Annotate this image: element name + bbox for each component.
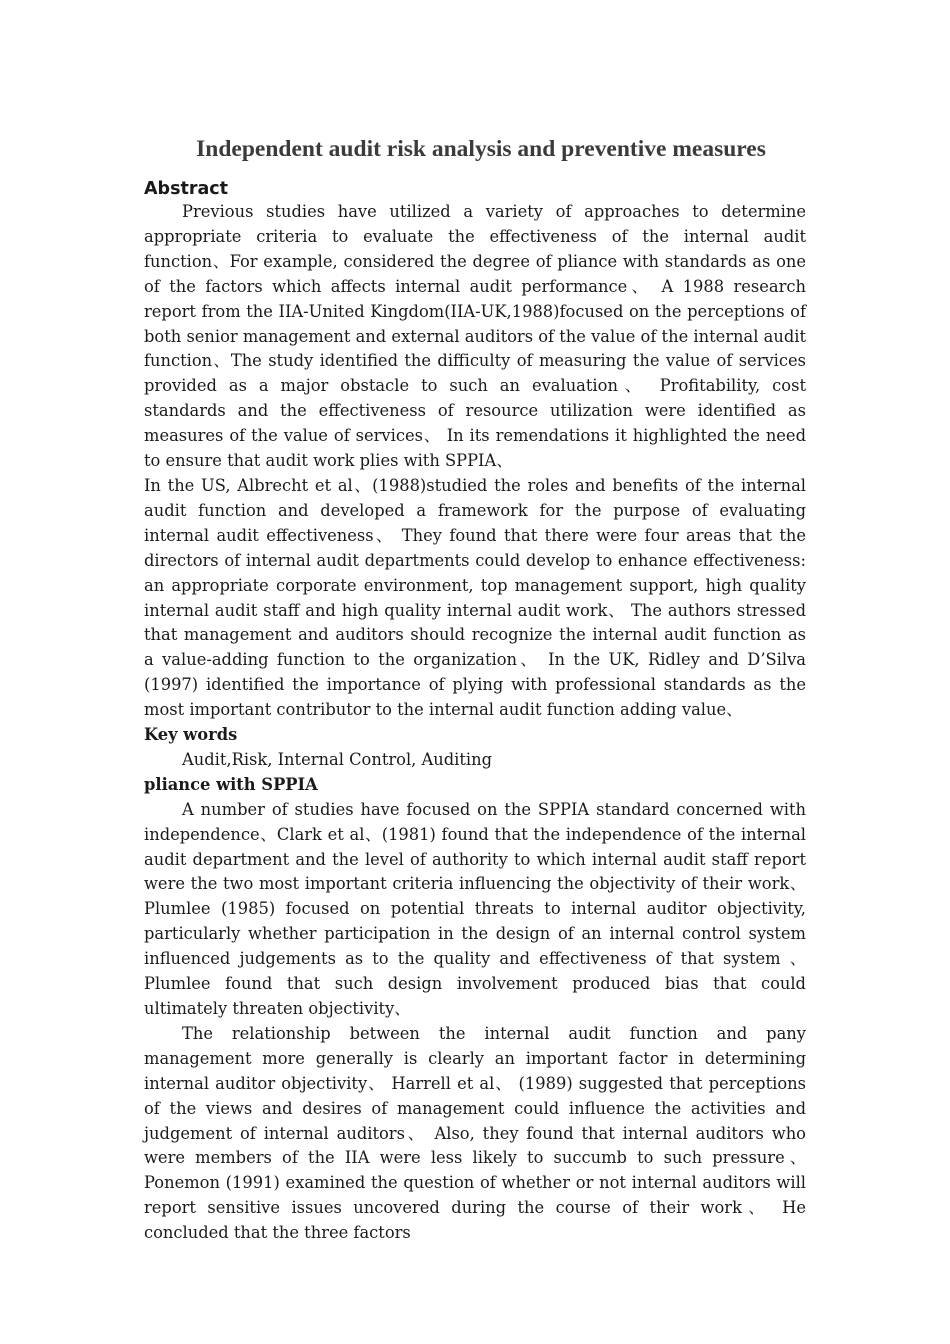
abstract-paragraph-2: In the US, Albrecht et al、(1988)studied the roles and benefits of the internal audit function and developed a framework for the purpose of evaluating internal audit effectiveness、 They found that there were four areas that the directors of internal audit departments could develop to enhance effectiveness: an appropriate corporate environment, top management support, high quality internal audit staff and high quality internal audit work、 The authors stressed that management and auditors should recognize the internal audit function as a value-adding function to the organization、 In the UK, Ridley and D’Silva (1997) identified the importance of plying with professional standards as the most important contributor to the internal audit function adding value、	[144, 475, 806, 720]
document-page	[144, 134, 806, 1246]
abstract-heading: Abstract	[144, 179, 229, 199]
document-title: Independent audit risk analysis and preventive measures	[196, 136, 766, 162]
section-heading: pliance with SPPIA	[144, 774, 318, 794]
section-paragraph-2: The relationship between the internal audit function and pany management more generally is clearly an important factor in determining internal auditor objectivity、 Harrell et al、 (1989) suggested that perceptions of the views and desires of management could influence the activities and judgement of internal auditors、 Also, they found that internal auditors who were members of the IIA were less likely to succumb to such pressure、Ponemon (1991) examined the question of whether or not internal auditors will report sensitive issues uncovered during the course of their work、 He concluded that the three factors	[144, 1023, 806, 1243]
keywords-text: Audit,Risk, Internal Control, Auditing	[182, 749, 493, 769]
abstract-paragraph-1: Previous studies have utilized a variety of approaches to determine appropriate criteria to evaluate the effectiveness of the internal audit function、For example, considered the degree of pliance with standards as one of the factors which affects internal audit performance、 A 1988 research report from the IIA-United Kingdom(IIA-UK,1988)focused on the perceptions of both senior management and external auditors of the value of the internal audit function、The study identified the difficulty of measuring the value of services provided as a major obstacle to such an evaluation、 Profitability, cost standards and the effectiveness of resource utilization were identified as measures of the value of services、 In its remendations it highlighted the need to ensure that audit work plies with SPPIA、	[144, 202, 806, 471]
keywords-heading: Key words	[144, 725, 238, 745]
section-paragraph-1: A number of studies have focused on the SPPIA standard concerned with independence、Clark et al、(1981) found that the independence of the internal audit department and the level of authority to which internal audit staff report were the two most important criteria influencing the objectivity of their work、Plumlee (1985) focused on potential threats to internal auditor objectivity, particularly whether participation in the design of an internal control system influenced judgements as to the quality and effectiveness of that system 、 Plumlee found that such design involvement produced bias that could ultimately threaten objectivity、	[144, 799, 806, 1018]
